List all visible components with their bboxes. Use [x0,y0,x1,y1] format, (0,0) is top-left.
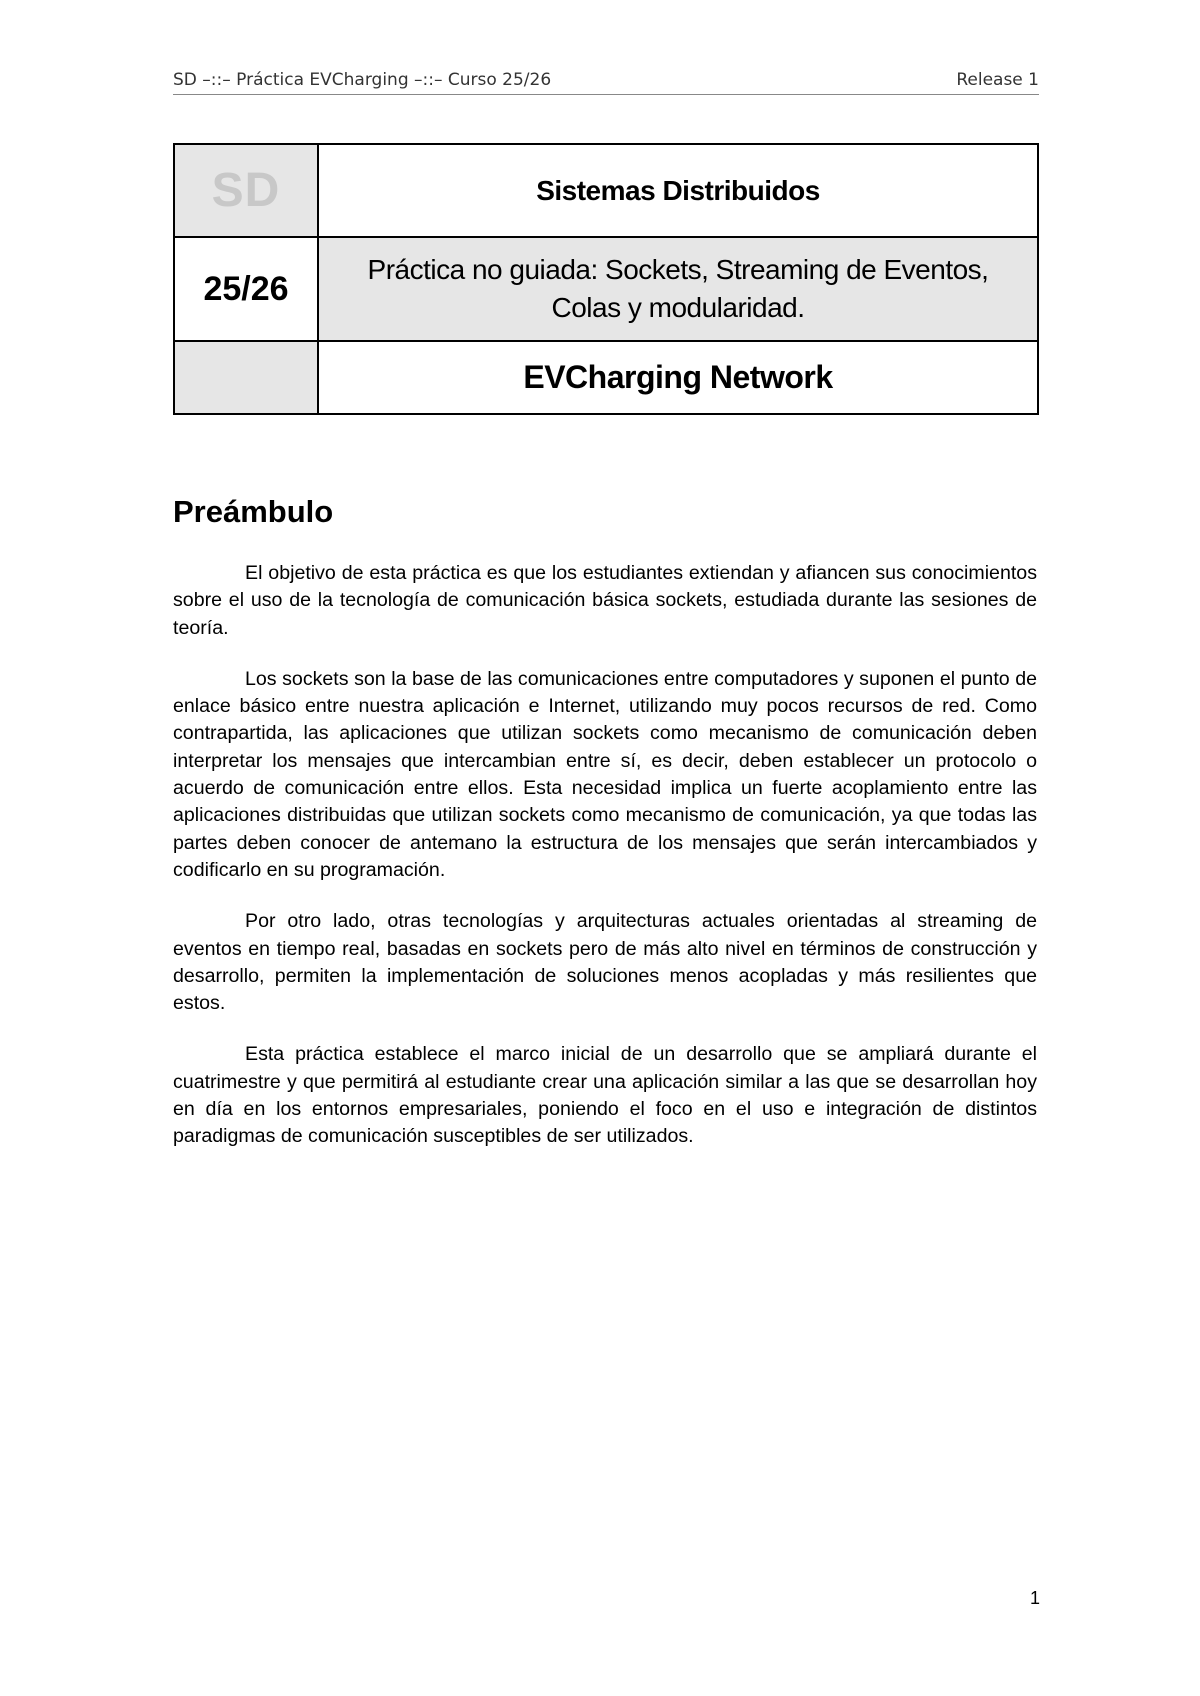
project-title: EVCharging Network [523,359,833,395]
course-cell [174,237,318,341]
title-row-subject [174,144,1038,237]
paragraph: El objetivo de esta práctica es que los estudiantes extiendan y afiancen sus conocimientos sobre el uso de la tecnología de comunicación básica sockets, estudiada durante las sesiones de teoría. [173,562,1037,639]
title-table [173,143,1039,415]
course-year: 25/26 [203,269,289,308]
practice-title-line-1: Práctica no guiada: Sockets, Streaming de Eventos, [367,254,989,285]
section-heading: Preámbulo [173,494,334,529]
sd-logo: SD [211,164,281,217]
practice-cell [318,237,1038,341]
body-text [173,560,1037,1175]
paragraph: Por otro lado, otras tecnologías y arquitecturas actuales orientadas al streaming de eventos en tiempo real, basadas en sockets pero de más alto nivel en términos de construcción y desarrollo, permiten la implementación de soluciones menos acopladas y más resilientes que estos. [173,910,1037,1015]
subject-title: Sistemas Distribuidos [536,174,820,206]
page-header [173,68,1039,95]
title-row-project [174,341,1038,414]
subject-cell [318,144,1038,237]
title-row-practice [174,237,1038,341]
practice-title-line-2: Colas y modularidad. [551,292,805,323]
paragraph: Esta práctica establece el marco inicial de un desarrollo que se ampliará durante el cuatrimestre y que permitirá al estudiante crear una aplicación similar a las que se desarrollan hoy en día en los entornos empresariales, poniendo el foco en el uso e integración de distintos paradigmas de comunicación susceptibles de ser utilizados. [173,1043,1037,1148]
page-number: 1 [1029,1588,1040,1608]
header-release-label: Release 1 [956,70,1039,90]
logo-cell [174,144,318,237]
header-document-title: SD –::– Práctica EVCharging –::– Curso 25/26 [173,70,552,90]
paragraph: Los sockets son la base de las comunicaciones entre computadores y suponen el punto de enlace básico entre nuestra aplicación e Internet, utilizando muy pocos recursos de red. Como contrapartida, las aplicaciones que utilizan sockets como mecanismo de comunicación deben interpretar los mensajes que intercambian entre sí, es decir, deben establecer un protocolo o acuerdo de comunicación entre ellos. Esta necesidad implica un fuerte acoplamiento entre las aplicaciones distribuidas que utilizan sockets como mecanismo de comunicación, ya que todas las partes deben conocer de antemano la estructura de los mensajes que serán intercambiados y codificarlo en su programación. [173,667,1037,881]
project-cell [318,341,1038,414]
empty-cell [174,341,318,414]
